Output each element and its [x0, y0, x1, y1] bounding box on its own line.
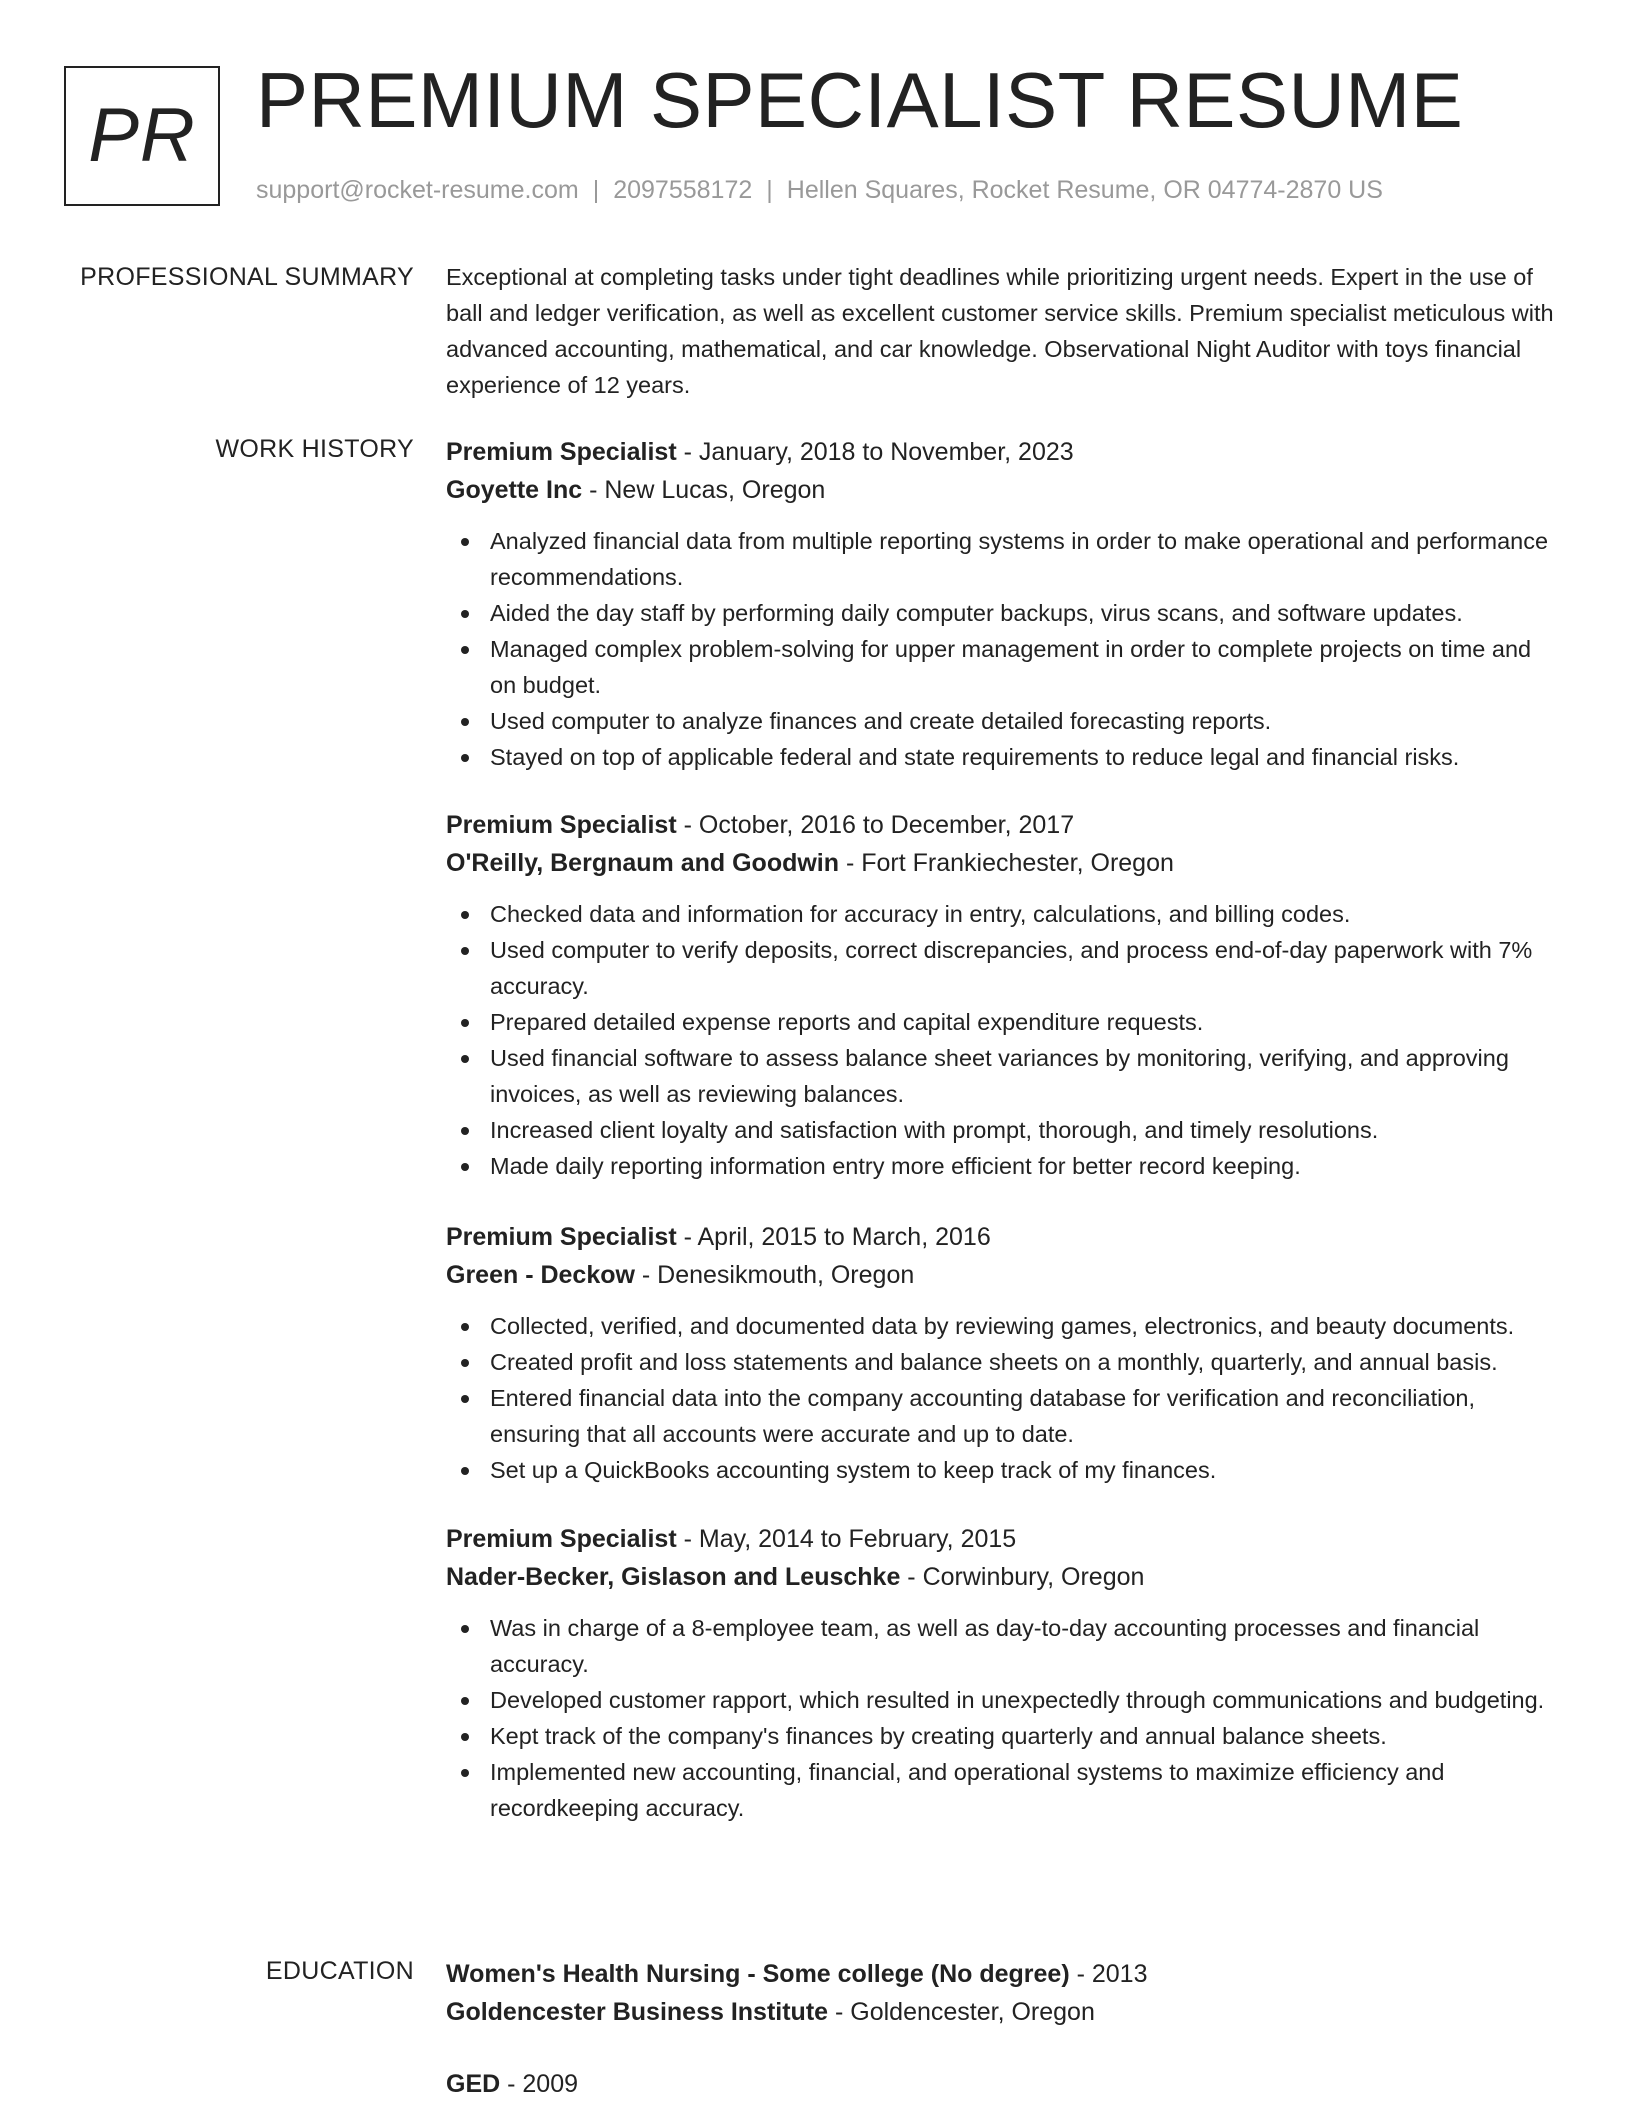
contact-separator: |: [592, 176, 600, 204]
education-entry: [446, 1955, 1566, 2031]
contact-separator: |: [766, 176, 773, 204]
job-bullet: Used computer to analyze finances and create detailed forecasting reports.: [490, 703, 1566, 739]
job-entry: [446, 806, 1566, 1184]
job-company-line: [446, 1558, 1566, 1596]
education-degree-line: [446, 1955, 1566, 1993]
job-bullet: Used financial software to assess balance sheet variances by monitoring, verifying, and approving invoices, as well as reviewing balances.: [490, 1040, 1566, 1112]
job-bullet-list: [446, 896, 1566, 1184]
job-bullet: Developed customer rapport, which resulted in unexpectedly through communications and budgeting.: [490, 1682, 1566, 1718]
job-entry: [446, 1520, 1566, 1826]
job-bullet: Set up a QuickBooks accounting system to keep track of my finances.: [490, 1452, 1566, 1488]
job-entry: [446, 1218, 1566, 1488]
job-title-line: [446, 1218, 1566, 1256]
job-location: - Denesikmouth, Oregon: [634, 1261, 915, 1289]
resume-title: PREMIUM SPECIALIST RESUME: [256, 56, 1464, 144]
job-company-line: [446, 844, 1566, 882]
contact-email[interactable]: support@rocket-resume.com: [256, 176, 579, 204]
contact-address: Hellen Squares, Rocket Resume, OR 04774-2870 US: [786, 176, 1383, 204]
job-title: Premium Specialist: [446, 1525, 677, 1553]
education-school: Goldencester Business Institute: [446, 1998, 829, 2026]
job-location: - Fort Frankiechester, Oregon: [839, 849, 1174, 877]
education-degree: GED: [446, 2070, 501, 2098]
job-bullet: Analyzed financial data from multiple reporting systems in order to make operational and performance recommendations.: [490, 523, 1566, 595]
education-entry: [446, 2065, 1566, 2103]
education-body: [446, 1955, 1566, 2103]
job-title: Premium Specialist: [446, 438, 677, 466]
section-label-education: EDUCATION: [265, 1957, 414, 1985]
job-title-line: [446, 1520, 1566, 1558]
contact-line: [256, 174, 1383, 206]
education-location: - Goldencester, Oregon: [828, 1998, 1095, 2026]
education-year: - 2009: [500, 2070, 579, 2098]
job-bullet: Prepared detailed expense reports and capital expenditure requests.: [490, 1004, 1566, 1040]
job-dates: - April, 2015 to March, 2016: [676, 1223, 991, 1251]
job-company: Green - Deckow: [446, 1261, 635, 1289]
education-degree-line: [446, 2065, 1566, 2103]
job-dates: - May, 2014 to February, 2015: [676, 1525, 1017, 1553]
education-year: - 2013: [1069, 1960, 1148, 1988]
education-school-line: [446, 1993, 1566, 2031]
job-location: - Corwinbury, Oregon: [900, 1563, 1145, 1591]
job-bullet-list: [446, 1308, 1566, 1488]
job-bullet: Managed complex problem-solving for upper management in order to complete projects on time and on budget.: [490, 631, 1566, 703]
contact-phone[interactable]: 2097558172: [613, 176, 753, 204]
job-title-line: [446, 433, 1566, 471]
job-bullet: Implemented new accounting, financial, and operational systems to maximize efficiency and recordkeeping accuracy.: [490, 1754, 1566, 1826]
job-bullet: Entered financial data into the company accounting database for verification and reconciliation, ensuring that all accounts were accurate and up to date.: [490, 1380, 1566, 1452]
job-bullet-list: [446, 523, 1566, 775]
job-company: Goyette Inc: [446, 476, 583, 504]
job-company-line: [446, 471, 1566, 509]
education-degree: Women's Health Nursing - Some college (No degree): [446, 1960, 1070, 1988]
work-history-body: [446, 433, 1566, 1826]
job-title: Premium Specialist: [446, 1223, 677, 1251]
job-location: - New Lucas, Oregon: [582, 476, 826, 504]
job-bullet: Increased client loyalty and satisfaction with prompt, thorough, and timely resolutions.: [490, 1112, 1566, 1148]
job-company: Nader-Becker, Gislason and Leuschke: [446, 1563, 901, 1591]
job-bullet: Was in charge of a 8-employee team, as well as day-to-day accounting processes and financial accuracy.: [490, 1610, 1566, 1682]
job-bullet: Collected, verified, and documented data by reviewing games, electronics, and beauty documents.: [490, 1308, 1566, 1344]
job-bullet: Kept track of the company's finances by creating quarterly and annual balance sheets.: [490, 1718, 1566, 1754]
job-company: O'Reilly, Bergnaum and Goodwin: [446, 849, 840, 877]
job-bullet: Checked data and information for accuracy in entry, calculations, and billing codes.: [490, 896, 1566, 932]
monogram-badge: [64, 66, 220, 206]
job-company-line: [446, 1256, 1566, 1294]
job-entry: [446, 433, 1566, 775]
job-bullet: Created profit and loss statements and balance sheets on a monthly, quarterly, and annual basis.: [490, 1344, 1566, 1380]
monogram-initials: PR: [88, 93, 196, 178]
job-bullet: Used computer to verify deposits, correct discrepancies, and process end-of-day paperwork with 7% accuracy.: [490, 932, 1566, 1004]
job-bullet-list: [446, 1610, 1566, 1826]
summary-body: [446, 261, 1566, 403]
section-label-summary: PROFESSIONAL SUMMARY: [80, 263, 414, 291]
job-bullet: Stayed on top of applicable federal and state requirements to reduce legal and financial risks.: [490, 739, 1566, 775]
section-label-work-history: WORK HISTORY: [215, 435, 414, 463]
job-bullet: Made daily reporting information entry more efficient for better record keeping.: [490, 1148, 1566, 1184]
job-title-line: [446, 806, 1566, 844]
job-dates: - January, 2018 to November, 2023: [676, 438, 1074, 466]
summary-text: Exceptional at completing tasks under tight deadlines while prioritizing urgent needs. Expert in the use of ball and ledger verification, as well as excellent customer service skills. Premium specialist meticulous with advanced accounting, mathematical, and car knowledge. Observational Night Auditor with toys financial experience of 12 years.: [446, 264, 1554, 398]
job-bullet: Aided the day staff by performing daily computer backups, virus scans, and software updates.: [490, 595, 1566, 631]
job-dates: - October, 2016 to December, 2017: [676, 811, 1075, 839]
job-title: Premium Specialist: [446, 811, 677, 839]
